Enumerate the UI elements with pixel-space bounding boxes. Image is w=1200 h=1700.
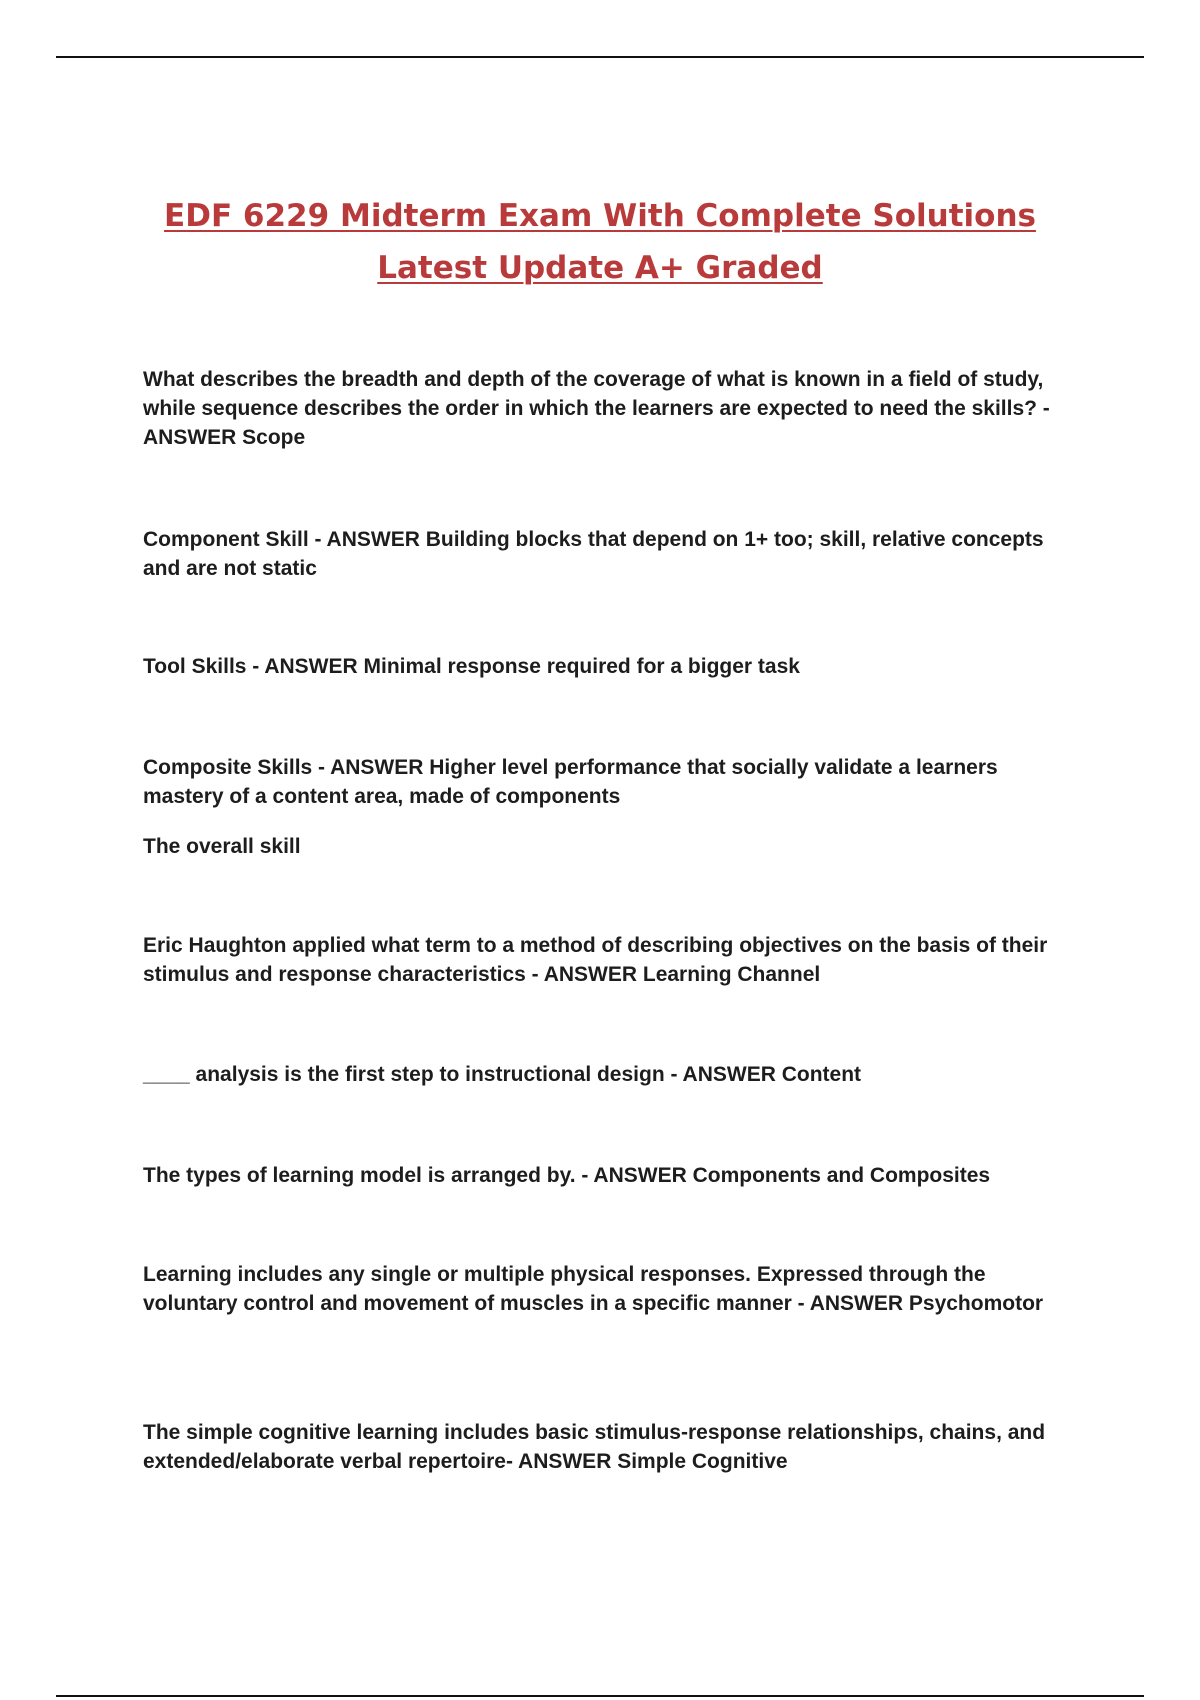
- qa-item-scope: What describes the breadth and depth of the coverage of what is known in a field of study, while sequence describes the order in which the learners are expected to need the skills? - ANSWER Scope: [143, 368, 1050, 449]
- qa-item-content-analysis: ____ analysis is the first step to instructional design - ANSWER Content: [143, 1063, 862, 1086]
- qa-item-overall-skill: The overall skill: [143, 835, 301, 858]
- qa-item-learning-channel: Eric Haughton applied what term to a method of describing objectives on the basis of their stimulus and response characteristics - ANSWER Learning Channel: [143, 934, 1048, 986]
- title-line-1: EDF 6229 Midterm Exam With Complete Solutions: [164, 198, 1036, 234]
- top-rule: [56, 56, 1144, 58]
- qa-item-component-skill: Component Skill - ANSWER Building blocks that depend on 1+ too; skill, relative concepts and are not static: [143, 528, 1044, 580]
- document-title: [60, 190, 1140, 294]
- bottom-rule: [56, 1695, 1144, 1697]
- qa-item-psychomotor: Learning includes any single or multiple physical responses. Expressed through the voluntary control and movement of muscles in a specific manner - ANSWER Psychomotor: [143, 1263, 1044, 1315]
- qa-item-simple-cognitive: The simple cognitive learning includes basic stimulus-response relationships, chains, and extended/elaborate verbal repertoire- ANSWER Simple Cognitive: [143, 1421, 1046, 1473]
- qa-item-tool-skills: Tool Skills - ANSWER Minimal response required for a bigger task: [143, 655, 800, 678]
- qa-item-composite-skills: Composite Skills - ANSWER Higher level performance that socially validate a learners mastery of a content area, made of components: [143, 756, 998, 808]
- qa-item-learning-model: The types of learning model is arranged by. - ANSWER Components and Composites: [143, 1164, 991, 1187]
- title-line-2: Latest Update A+ Graded: [377, 250, 823, 286]
